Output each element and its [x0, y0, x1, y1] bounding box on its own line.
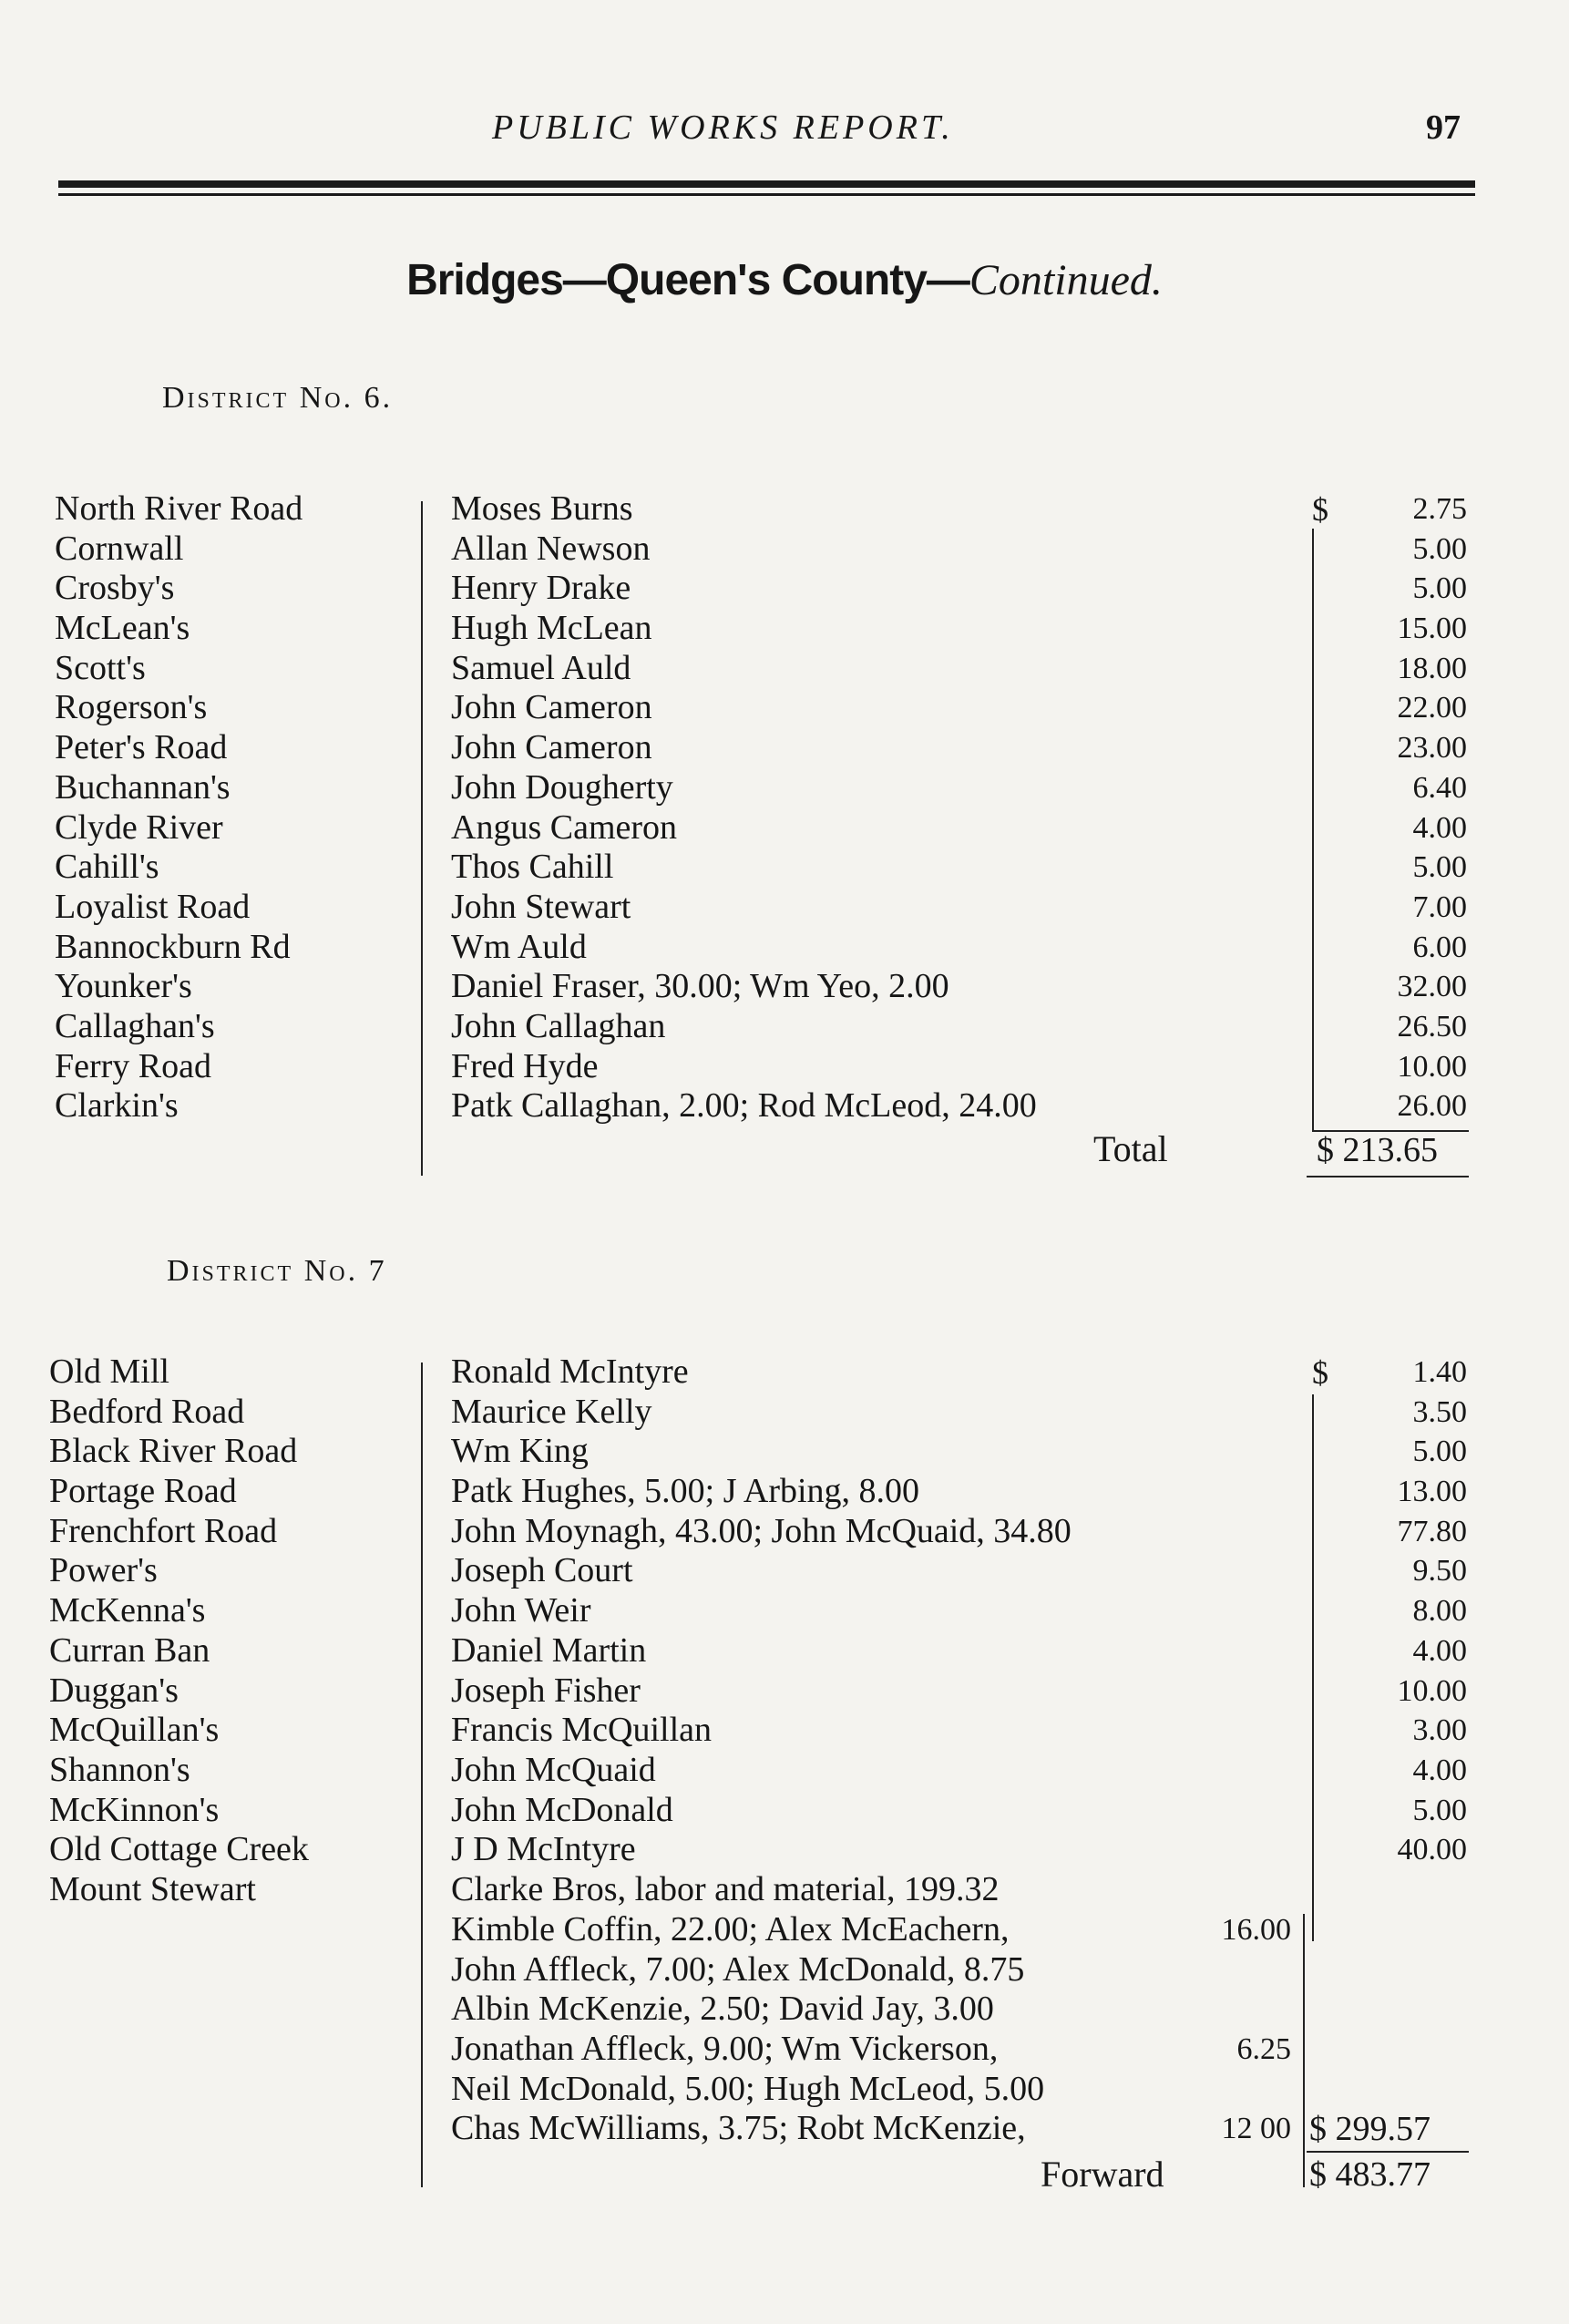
- payee-name: Maurice Kelly: [451, 1392, 652, 1431]
- place-name: North River Road: [55, 489, 303, 528]
- place-name: Rogerson's: [55, 688, 208, 727]
- payee-name: Moses Burns: [451, 489, 633, 528]
- amount-value: 10.00: [1397, 1673, 1467, 1708]
- amount-value: 18.00: [1397, 651, 1467, 685]
- place-name: Old Mill: [49, 1352, 169, 1391]
- amount-value: 7.00: [1412, 889, 1467, 924]
- amount-value: 1.40: [1412, 1355, 1467, 1389]
- payee-name: Daniel Martin: [451, 1630, 647, 1670]
- payee-name: Joseph Court: [451, 1551, 633, 1590]
- place-name: McLean's: [55, 609, 190, 648]
- district-6-amounts: [1321, 489, 1467, 1126]
- place-name: Bedford Road: [49, 1392, 245, 1431]
- payee-name: Patk Hughes, 5.00; J Arbing, 8.00: [451, 1472, 920, 1511]
- place-name: Younker's: [55, 967, 192, 1006]
- mount-stewart-line: [451, 2030, 1298, 2070]
- title-continued: Continued.: [969, 256, 1163, 304]
- amount-value: 8.00: [1412, 1594, 1467, 1629]
- payee-name: John Dougherty: [451, 767, 673, 807]
- district-7-subtotal-rule: [1307, 2151, 1469, 2153]
- payee-name: Wm Auld: [451, 927, 587, 966]
- district-6-total-rule: [1307, 1176, 1469, 1177]
- place-name: Ferry Road: [55, 1046, 212, 1085]
- place-name: Duggan's: [49, 1671, 179, 1710]
- amount-value: 5.00: [1412, 571, 1467, 606]
- amount-value: 13.00: [1397, 1475, 1467, 1509]
- place-name: Old Cottage Creek: [49, 1830, 309, 1869]
- amount-value: 77.80: [1397, 1514, 1467, 1548]
- title-main: Bridges—Queen's County—: [406, 256, 969, 304]
- mount-stewart-line-text: Kimble Coffin, 22.00; Alex McEachern,: [451, 1910, 1010, 1949]
- place-name: Frenchfort Road: [49, 1511, 278, 1550]
- mount-stewart-line-text: Chas McWilliams, 3.75; Robt McKenzie,: [451, 2109, 1026, 2148]
- district-6-amount-divider: [1312, 529, 1314, 1130]
- amount-value: 22.00: [1397, 691, 1467, 725]
- amount-value: 4.00: [1412, 810, 1467, 845]
- mount-stewart-line-text: Jonathan Affleck, 9.00; Wm Vickerson,: [451, 2030, 999, 2069]
- payee-name: John McQuaid: [451, 1750, 656, 1789]
- payee-name: John McDonald: [451, 1790, 673, 1829]
- district-7-dollar-sign: $: [1312, 1354, 1328, 1391]
- district-6-total-value: $ 213.65: [1317, 1131, 1438, 1169]
- amount-value: 26.00: [1397, 1089, 1467, 1124]
- district-6-total-label: Total: [1093, 1128, 1168, 1169]
- mount-stewart-line: [451, 2070, 1298, 2110]
- district-6-divider: [421, 501, 423, 1176]
- amount-value: 26.50: [1397, 1009, 1467, 1044]
- page-number: 97: [1426, 108, 1461, 147]
- amount-value: 3.50: [1412, 1394, 1467, 1429]
- place-name: Bannockburn Rd: [55, 927, 291, 966]
- payee-name: Angus Cameron: [451, 807, 678, 847]
- amount-value: 5.00: [1412, 1793, 1467, 1827]
- district-6-heading: District No. 6.: [162, 381, 394, 415]
- mount-stewart-line-amount: 12 00: [1221, 2112, 1291, 2146]
- amount-value: 10.00: [1397, 1049, 1467, 1084]
- payee-name: Wm King: [451, 1432, 589, 1471]
- district-7-subtotal: $ 299.57: [1309, 2110, 1431, 2148]
- mount-stewart-subtotal-line: [1303, 1914, 1305, 2187]
- running-title: PUBLIC WORKS REPORT.: [492, 108, 954, 147]
- payee-name: Henry Drake: [451, 569, 631, 608]
- amount-value: 5.00: [1412, 531, 1467, 566]
- payee-name: Ronald McIntyre: [451, 1352, 689, 1391]
- amount-value: 3.00: [1412, 1713, 1467, 1748]
- district-7-amount-divider: [1312, 1394, 1314, 1941]
- district-6-places: [55, 489, 419, 1126]
- payee-name: John Weir: [451, 1591, 591, 1630]
- page-title: [0, 255, 1569, 305]
- forward-value: $ 483.77: [1309, 2155, 1431, 2194]
- payee-name: Joseph Fisher: [451, 1671, 641, 1710]
- place-name: Clarkin's: [55, 1086, 179, 1126]
- payee-name: Thos Cahill: [451, 848, 614, 887]
- mount-stewart-line: [451, 2109, 1298, 2149]
- mount-stewart-line-text: Neil McDonald, 5.00; Hugh McLeod, 5.00: [451, 2069, 1045, 2108]
- mount-stewart-line-text: Albin McKenzie, 2.50; David Jay, 3.00: [451, 1990, 994, 2029]
- payee-name: Fred Hyde: [451, 1046, 599, 1085]
- place-name: Curran Ban: [49, 1630, 210, 1670]
- amount-value: 4.00: [1412, 1753, 1467, 1787]
- payee-name: John Cameron: [451, 728, 652, 767]
- district-7-divider: [421, 1363, 423, 2187]
- place-name: McKenna's: [49, 1591, 206, 1630]
- district-7-heading: District No. 7: [167, 1254, 387, 1288]
- district-7-places: [49, 1352, 414, 1910]
- place-name: Buchannan's: [55, 767, 231, 807]
- payee-name: Allan Newson: [451, 529, 651, 568]
- payee-name: John Cameron: [451, 688, 652, 727]
- amount-value: 2.75: [1412, 492, 1467, 526]
- amount-value: 32.00: [1397, 970, 1467, 1004]
- payee-name: Patk Callaghan, 2.00; Rod McLeod, 24.00: [451, 1086, 1037, 1126]
- payee-name: John Moynagh, 43.00; John McQuaid, 34.80: [451, 1511, 1072, 1550]
- place-name: Crosby's: [55, 569, 175, 608]
- amount-value: 5.00: [1412, 850, 1467, 885]
- amount-value: 23.00: [1397, 731, 1467, 766]
- place-name: Scott's: [55, 648, 146, 687]
- amount-value: 9.50: [1412, 1554, 1467, 1589]
- place-name: McKinnon's: [49, 1790, 220, 1829]
- place-name: Clyde River: [55, 807, 223, 847]
- amount-value: 40.00: [1397, 1833, 1467, 1867]
- place-name: Loyalist Road: [55, 887, 251, 926]
- district-6-payees: [451, 489, 1271, 1126]
- amount-value: 15.00: [1397, 612, 1467, 646]
- payee-name: Hugh McLean: [451, 609, 652, 648]
- payee-name: John Callaghan: [451, 1006, 666, 1045]
- payee-name: J D McIntyre: [451, 1830, 636, 1869]
- mount-stewart-payees: [451, 1910, 1298, 2149]
- amount-value: 4.00: [1412, 1633, 1467, 1668]
- place-name: Callaghan's: [55, 1006, 215, 1045]
- mount-stewart-line-amount: 16.00: [1221, 1913, 1291, 1947]
- place-name: Shannon's: [49, 1750, 190, 1789]
- district-7-payees: [451, 1352, 1271, 1910]
- place-name: McQuillan's: [49, 1711, 220, 1750]
- payee-name: Clarke Bros, labor and material, 199.32: [451, 1869, 1000, 1908]
- district-6-dollar-sign: $: [1312, 491, 1328, 528]
- amount-value: 5.00: [1412, 1435, 1467, 1469]
- payee-name: John Stewart: [451, 887, 631, 926]
- place-name: Power's: [49, 1551, 158, 1590]
- place-name: Cahill's: [55, 848, 159, 887]
- place-name: Mount Stewart: [49, 1869, 256, 1908]
- place-name: Cornwall: [55, 529, 184, 568]
- mount-stewart-line: [451, 1950, 1298, 1990]
- mount-stewart-line: [451, 1990, 1298, 2030]
- place-name: Portage Road: [49, 1472, 237, 1511]
- mount-stewart-line: [451, 1910, 1298, 1950]
- payee-name: Daniel Fraser, 30.00; Wm Yeo, 2.00: [451, 967, 949, 1006]
- place-name: Black River Road: [49, 1432, 298, 1471]
- forward-label: Forward: [1041, 2154, 1164, 2195]
- amount-value: 6.40: [1412, 770, 1467, 805]
- header-rule-thick: [58, 180, 1475, 188]
- amount-value: [1321, 1870, 1467, 1910]
- mount-stewart-line-text: John Affleck, 7.00; Alex McDonald, 8.75: [451, 1949, 1025, 1989]
- payee-name: Francis McQuillan: [451, 1711, 713, 1750]
- mount-stewart-line-amount: 6.25: [1236, 2032, 1291, 2067]
- district-7-amounts: [1321, 1352, 1467, 1910]
- header-rule-thin: [58, 193, 1475, 196]
- amount-value: 6.00: [1412, 930, 1467, 964]
- payee-name: Samuel Auld: [451, 648, 631, 687]
- place-name: Peter's Road: [55, 728, 228, 767]
